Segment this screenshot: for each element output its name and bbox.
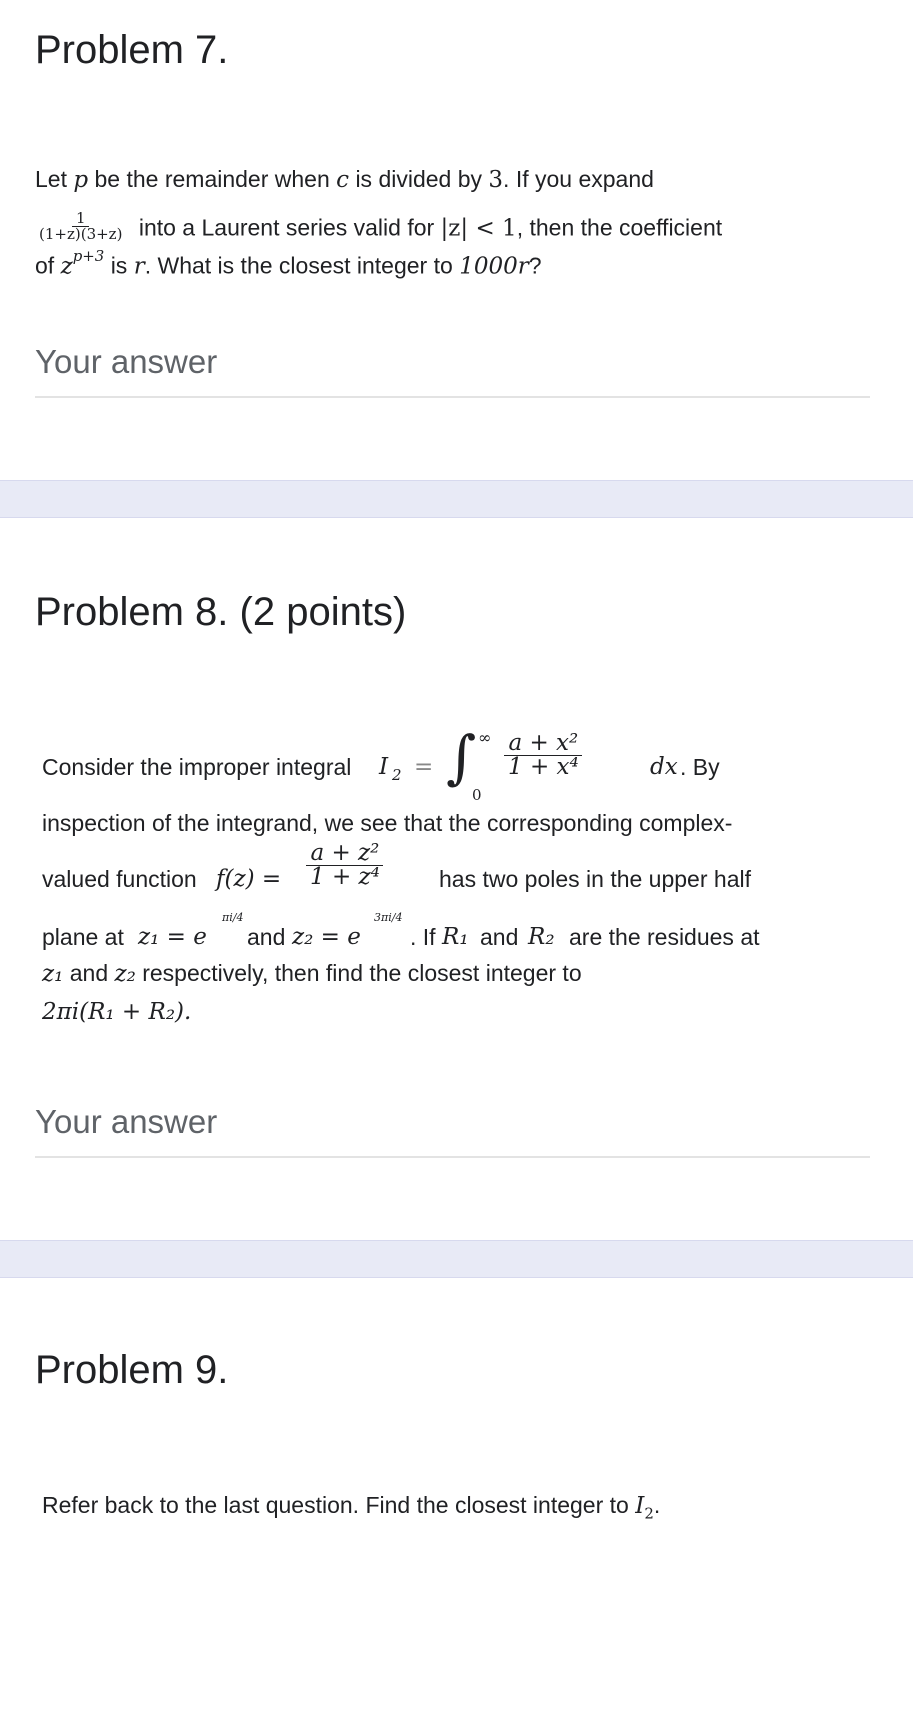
laurent-fraction: $\frac{1}{(1+z)(3+z)}$ — [39, 209, 123, 243]
f-fraction: $\frac{\text{a + z²}}{\text{1 + z⁴}}$ — [306, 842, 384, 889]
problem-7-answer-input[interactable]: Your answer — [35, 343, 218, 380]
problem-7-line-2: $\frac{1}{(1+z)(3+z)}$ into a Laurent series valid for |z| < 1, then the coefficient — [35, 214, 722, 245]
problem-8-line-2: inspection of the integrand, we see that the corresponding complex- — [42, 810, 733, 836]
problem-9-title: Problem 9. — [35, 1348, 229, 1392]
section-divider-1 — [0, 480, 913, 518]
problem-7-line-1: Let p be the remainder when c is divided by 3. If you expand — [35, 166, 654, 193]
problem-8-answer-underline — [35, 1156, 870, 1158]
problem-9-text: Refer back to the last question. Find the closest integer to $I_2$. — [42, 1492, 661, 1523]
problem-7-answer-underline — [35, 396, 870, 398]
problem-8-line-6: 2πi(R₁ + R₂). — [42, 999, 192, 1025]
section-divider-2 — [0, 1240, 913, 1278]
problem-8-line-5: z₁ and z₂ respectively, then find the closest integer to — [42, 960, 582, 987]
integrand-fraction: $\frac{\text{a + x²}}{\text{1 + x⁴}}$ — [504, 732, 583, 779]
problem-8-title: Problem 8. (2 points) — [35, 590, 407, 634]
integral-sign: ∫ — [446, 723, 477, 791]
problem-8-answer-input[interactable]: Your answer — [35, 1103, 218, 1140]
problem-7-line-3: of $z^{p+3}$ is r. What is the closest integer to 1000r? — [35, 247, 542, 280]
problem-7-title: Problem 7. — [35, 28, 229, 72]
